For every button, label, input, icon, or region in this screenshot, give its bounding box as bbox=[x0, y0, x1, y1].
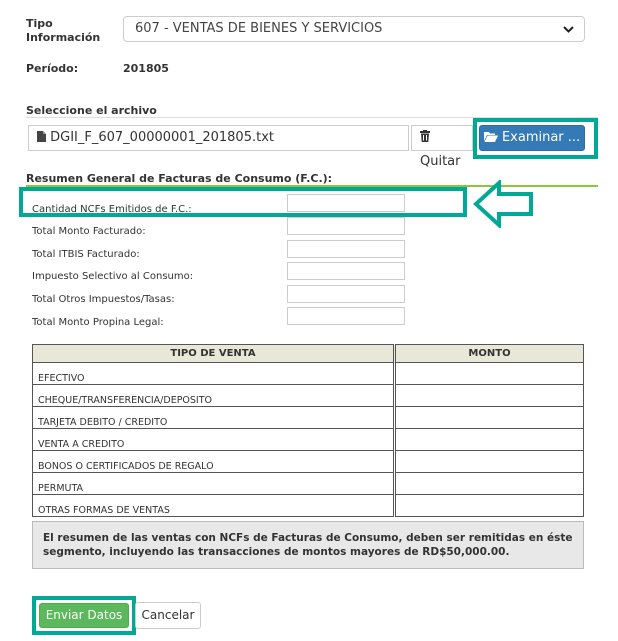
file-name-field bbox=[28, 125, 409, 151]
tipo-venta-table bbox=[32, 344, 584, 517]
periodo-label: Período: bbox=[26, 62, 79, 75]
chevron-down-icon bbox=[563, 17, 574, 49]
informacion-label: Información bbox=[26, 31, 101, 44]
file-icon bbox=[37, 130, 50, 145]
tipo-label: Tipo bbox=[26, 17, 53, 30]
periodo-value: 201805 bbox=[123, 62, 169, 75]
tipo-venta-cell: EFECTIVO bbox=[33, 363, 395, 385]
examinar-button[interactable] bbox=[479, 125, 585, 151]
propina-legal-input[interactable] bbox=[287, 307, 405, 325]
table-row bbox=[33, 473, 584, 495]
impuesto-selectivo-label: Impuesto Selectivo al Consumo: bbox=[32, 271, 194, 282]
resumen-section-title: Resumen General de Facturas de Consumo (F.C.): bbox=[26, 172, 333, 185]
total-monto-facturado-input[interactable] bbox=[287, 217, 405, 235]
resumen-note bbox=[32, 521, 584, 569]
archivo-section-title: Seleccione el archivo bbox=[26, 104, 157, 117]
tipo-venta-cell: PERMUTA bbox=[33, 473, 395, 495]
tipo-venta-header: TIPO DE VENTA bbox=[33, 345, 395, 363]
monto-cell[interactable] bbox=[395, 363, 584, 385]
impuesto-selectivo-input[interactable] bbox=[287, 262, 405, 280]
tipo-venta-cell: OTRAS FORMAS DE VENTAS bbox=[33, 495, 395, 517]
table-row bbox=[33, 407, 584, 429]
examinar-label: Examinar ... bbox=[501, 130, 581, 145]
tipo-informacion-select[interactable] bbox=[123, 16, 585, 42]
cantidad-ncfs-label: Cantidad NCFs Emitidos de F.C.: bbox=[32, 204, 192, 215]
total-itbis-label: Total ITBIS Facturado: bbox=[32, 249, 140, 260]
total-monto-facturado-label: Total Monto Facturado: bbox=[32, 226, 146, 237]
tipo-venta-cell: CHEQUE/TRANSFERENCIA/DEPOSITO bbox=[33, 385, 395, 407]
tipo-informacion-value: 607 - VENTAS DE BIENES Y SERVICIOS bbox=[135, 21, 383, 36]
tipo-venta-cell: BONOS O CERTIFICADOS DE REGALO bbox=[33, 451, 395, 473]
propina-legal-label: Total Monto Propina Legal: bbox=[32, 317, 164, 328]
cantidad-highlight-box bbox=[19, 187, 467, 217]
monto-cell[interactable] bbox=[395, 473, 584, 495]
quitar-label: Quitar bbox=[420, 154, 461, 169]
table-row bbox=[33, 385, 584, 407]
folder-open-icon bbox=[484, 130, 502, 145]
table-row bbox=[33, 451, 584, 473]
table-header-row bbox=[33, 345, 584, 363]
tipo-venta-cell: TARJETA DEBITO / CREDITO bbox=[33, 407, 395, 429]
monto-cell[interactable] bbox=[395, 495, 584, 517]
tipo-venta-cell: VENTA A CREDITO bbox=[33, 429, 395, 451]
monto-header: MONTO bbox=[395, 345, 584, 363]
otros-impuestos-input[interactable] bbox=[287, 285, 405, 303]
note-line-2: segmento, incluyendo las transacciones de montos mayores de RD$50,000.00. bbox=[43, 546, 510, 558]
monto-cell[interactable] bbox=[395, 407, 584, 429]
trash-icon bbox=[420, 130, 430, 145]
table-row bbox=[33, 495, 584, 517]
file-name-text: DGII_F_607_00000001_201805.txt bbox=[50, 130, 274, 145]
arrow-left-icon bbox=[473, 180, 535, 232]
monto-cell[interactable] bbox=[395, 385, 584, 407]
monto-cell[interactable] bbox=[395, 429, 584, 451]
enviar-datos-button[interactable]: Enviar Datos bbox=[39, 603, 129, 628]
cancelar-button[interactable]: Cancelar bbox=[135, 602, 201, 629]
monto-cell[interactable] bbox=[395, 451, 584, 473]
quitar-button[interactable] bbox=[411, 125, 473, 169]
otros-impuestos-label: Total Otros Impuestos/Tasas: bbox=[32, 294, 175, 305]
total-itbis-input[interactable] bbox=[287, 240, 405, 258]
table-row bbox=[33, 429, 584, 451]
table-row bbox=[33, 363, 584, 385]
note-line-1: El resumen de las ventas con NCFs de Facturas de Consumo, deben ser remitidas en éste bbox=[43, 532, 573, 544]
